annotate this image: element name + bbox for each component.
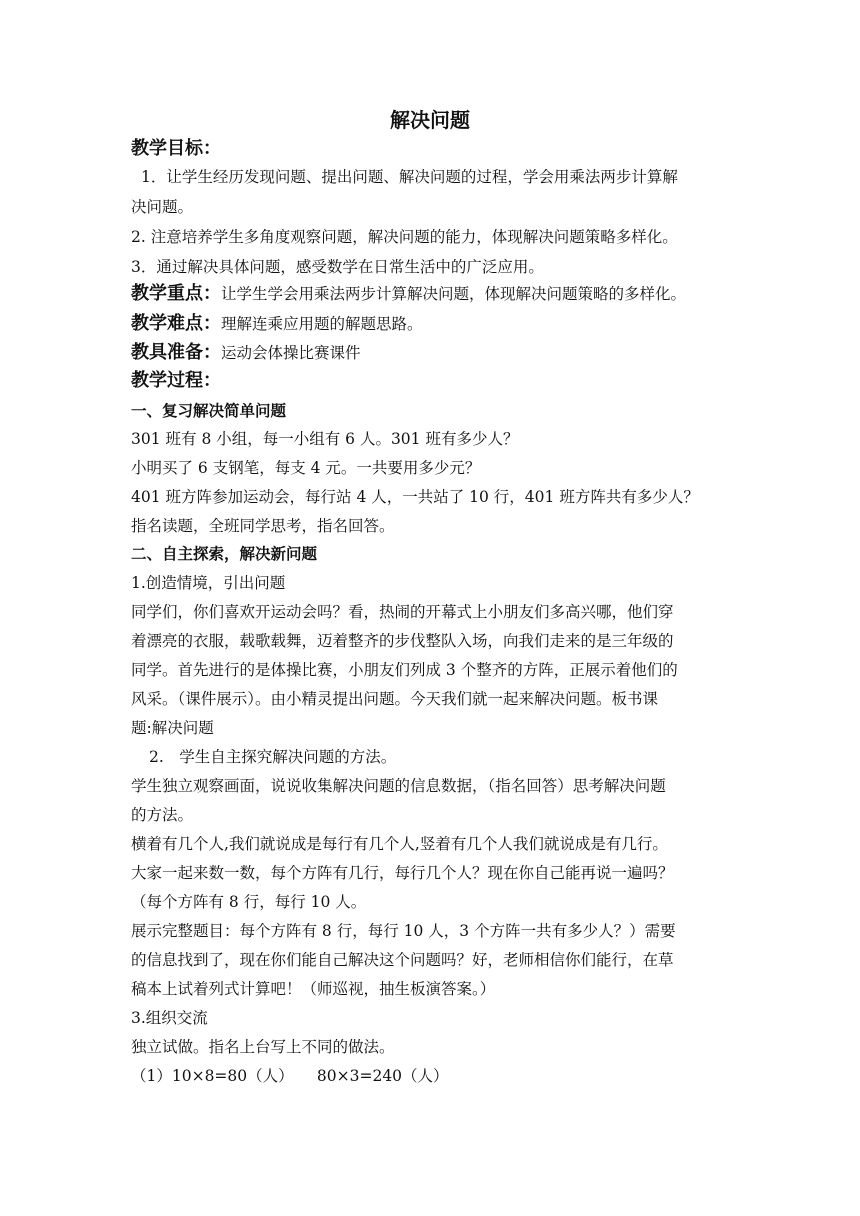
paragraph-line: 同学们，你们喜欢开运动会吗？看，热闹的开幕式上小朋友们多高兴哪，他们穿 xyxy=(131,603,674,621)
review-question-2: 小明买了 6 支钢笔，每支 4 元。一共要用多少元？ xyxy=(131,459,481,477)
paragraph-line: 横着有几个人,我们就说成是每行有几个人,竖着有几个人我们就说成是有几行。 xyxy=(131,835,668,853)
key-point xyxy=(131,283,686,305)
review-instruction: 指名读题，全班同学思考，指名回答。 xyxy=(131,517,395,535)
paragraph-line: 独立试做。指名上台写上不同的做法。 xyxy=(131,1038,395,1056)
objective-3: 3．通过解决具体问题，感受数学在日常生活中的广泛应用。 xyxy=(131,258,544,276)
subsection-2-heading: 2. 学生自主探究解决问题的方法。 xyxy=(149,748,397,766)
formula-line: （1）10×8=80（人） 80×3=240（人） xyxy=(131,1067,449,1085)
difficulty xyxy=(131,313,423,335)
paragraph-line: 的信息找到了，现在你们能自己解决这个问题吗？好，老师相信你们能行，在草 xyxy=(131,951,674,969)
paragraph-line: 大家一起来数一数，每个方阵有几行，每行几个人？现在你自己能再说一遍吗？ xyxy=(131,864,674,882)
review-question-3: 401 班方阵参加运动会，每行站 4 人，一共站了 10 行，401 班方阵共有多少人？ xyxy=(131,488,699,506)
key-point-label: 教学重点： xyxy=(131,283,221,304)
objective-1-line-a: 1．让学生经历发现问题、提出问题、解决问题的过程，学会用乘法两步计算解 xyxy=(141,168,678,186)
materials-label: 教具准备： xyxy=(131,342,221,363)
paragraph-line: 题:解决问题 xyxy=(131,719,214,737)
review-question-1: 301 班有 8 小组，每一小组有 6 人。301 班有多少人？ xyxy=(131,430,519,448)
subsection-1-heading: 1.创造情境，引出问题 xyxy=(131,574,286,592)
difficulty-label: 教学难点： xyxy=(131,313,221,334)
paragraph-line: 展示完整题目：每个方阵有 8 行，每行 10 人，3 个方阵一共有多少人？）需要 xyxy=(131,922,676,940)
paragraph-line: 的方法。 xyxy=(131,806,194,824)
objective-2: 2. 注意培养学生多角度观察问题，解决问题的能力，体现解决问题策略多样化。 xyxy=(131,228,678,246)
objective-1-line-b: 决问题。 xyxy=(131,198,194,216)
objectives-heading: 教学目标： xyxy=(131,138,221,159)
process-heading: 教学过程： xyxy=(131,370,221,391)
paragraph-line: 学生独立观察画面，说说收集解决问题的信息数据，（指名回答）思考解决问题 xyxy=(131,777,666,795)
key-point-text: 让学生学会用乘法两步计算解决问题，体现解决问题策略的多样化。 xyxy=(221,285,687,303)
materials xyxy=(131,342,361,364)
subsection-3-heading: 3.组织交流 xyxy=(131,1009,208,1027)
paragraph-line: 稿本上试着列式计算吧！（师巡视，抽生板演答案。） xyxy=(131,980,496,998)
paragraph-line: （每个方阵有 8 行，每行 10 人。 xyxy=(131,893,367,911)
document-title: 解决问题 xyxy=(390,108,470,132)
materials-text: 运动会体操比赛课件 xyxy=(221,344,361,362)
paragraph-line: 风采。（课件展示）。由小精灵提出问题。今天我们就一起来解决问题。板书课 xyxy=(131,690,659,708)
difficulty-text: 理解连乘应用题的解题思路。 xyxy=(221,315,423,333)
section-2-heading: 二、自主探索，解决新问题 xyxy=(131,545,318,563)
paragraph-line: 着漂亮的衣服，载歌载舞，迈着整齐的步伐整队入场，向我们走来的是三年级的 xyxy=(131,632,674,650)
section-1-heading: 一、复习解决简单问题 xyxy=(131,402,287,420)
paragraph-line: 同学。首先进行的是体操比赛，小朋友们列成 3 个整齐的方阵，正展示着他们的 xyxy=(131,661,678,679)
